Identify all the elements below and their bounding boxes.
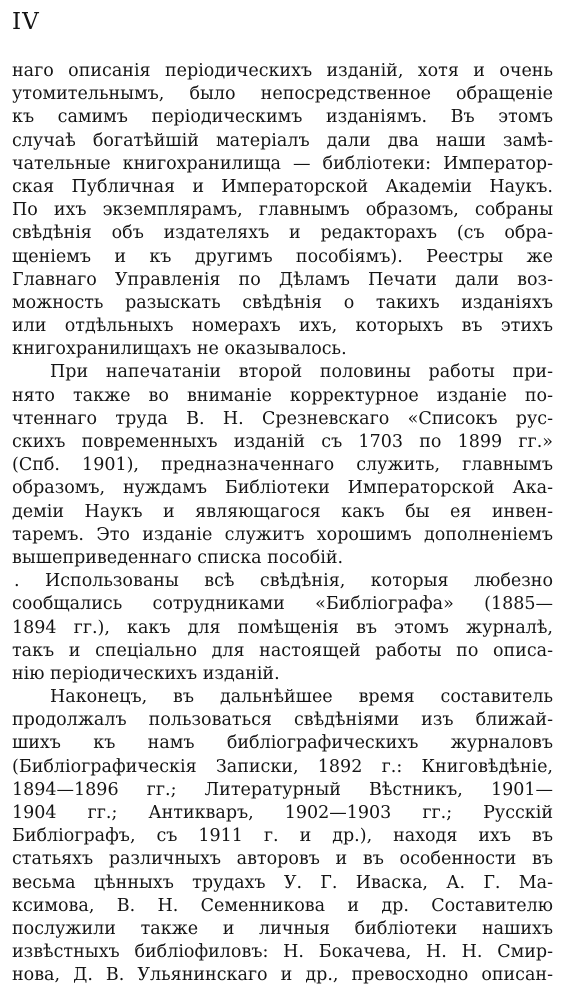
text-line: къ самимъ періодическимъ изданіямъ. Въ этомъ	[12, 107, 553, 128]
text-line: нято также во вниманіе корректурное изданіе по-	[12, 385, 553, 406]
text-line: статьяхъ различныхъ авторовъ и въ особенности въ	[12, 849, 553, 870]
text-line: шихъ къ намъ библіографическихъ журналовъ	[12, 733, 553, 754]
text-line: По ихъ экземплярамъ, главнымъ образомъ, собраны	[12, 200, 553, 221]
text-line: 1894—1896 гг.; Литературный Вѣстникъ, 1901—	[12, 779, 553, 800]
text-line: Главнаго Управленія по Дѣламъ Печати дали воз-	[12, 269, 553, 290]
text-line: нію періодическихъ изданій.	[12, 663, 280, 684]
text-line: свѣдѣнія объ издателяхъ и редакторахъ (съ обра-	[12, 223, 553, 244]
text-line: послужили также и личныя библіотеки нашихъ	[12, 918, 553, 939]
text-line: ская Публичная и Императорской Академіи Наукъ.	[12, 176, 553, 197]
text-line: весьма цѣнныхъ трудахъ У. Г. Иваска, А. Г. Ма-	[12, 872, 553, 893]
text-line: 1904 гг.; Антикваръ, 1902—1903 гг.; Русскій	[12, 803, 553, 823]
text-line: При напечатаніи второй половины работы при-	[50, 362, 553, 383]
text-line: Библіографъ, съ 1911 г. и др.), находя ихъ въ	[12, 826, 553, 847]
text-line: можность разыскать свѣдѣнія о такихъ изданіяхъ	[12, 292, 553, 313]
text-line: нова, Д. В. Ульянинскаго и др., превосходно описан-	[12, 965, 553, 986]
text-line: (Спб. 1901), предназначеннаго служить, главнымъ	[12, 455, 553, 476]
text-line: . Использованы всѣ свѣдѣнія, которыя любезно	[14, 571, 553, 592]
page-number: IV	[12, 9, 40, 35]
text-line: сообщались сотрудниками «Библіографа» (1885—	[12, 594, 553, 615]
text-line: таремъ. Это изданіе служитъ хорошимъ дополненіемъ	[12, 524, 553, 545]
text-line: или отдѣльныхъ номерахъ ихъ, которыхъ въ этихъ	[12, 316, 553, 337]
text-line: (Библіографическія Записки, 1892 г.: Книговѣдѣніе,	[12, 756, 553, 777]
body-text	[12, 60, 553, 988]
text-line: наго описанія періодическихъ изданій, хотя и очень	[12, 61, 553, 81]
text-line: чательные книгохранилища — библіотеки: Император-	[12, 153, 553, 174]
text-line: Наконецъ, въ дальнѣйшее время составитель	[50, 687, 553, 708]
text-line: извѣстныхъ библіофиловъ: Н. Бокачева, Н. Н. Смир-	[12, 942, 553, 963]
text-line: образомъ, нуждамъ Библіотеки Императорской Ака-	[12, 478, 553, 499]
text-line: чтеннаго труда В. Н. Срезневскаго «Списокъ рус-	[12, 408, 553, 429]
text-line: щеніемъ и къ другимъ пособіямъ). Реестры же	[12, 246, 553, 267]
text-line: случаѣ богатѣйшій матеріалъ дали два наши замѣ-	[12, 130, 553, 151]
text-line: книгохранилищахъ не оказывалось.	[12, 339, 347, 360]
text-line: 1894 гг.), какъ для помѣщенія въ этомъ журналѣ,	[12, 617, 553, 638]
text-line: деміи Наукъ и являющагося какъ бы ея инвен-	[12, 501, 553, 522]
text-line: ксимова, В. Н. Семенникова и др. Составителю	[12, 895, 553, 916]
text-line: вышеприведеннаго списка пособій.	[12, 547, 344, 568]
text-line: продолжалъ пользоваться свѣдѣніями изъ ближай-	[12, 710, 553, 731]
text-line: утомительнымъ, было непосредственное обращеніе	[12, 84, 553, 105]
text-line: скихъ повременныхъ изданій съ 1703 по 1899 гг.»	[12, 432, 553, 452]
text-line: такъ и спеціально для настоящей работы по описа-	[12, 640, 553, 661]
